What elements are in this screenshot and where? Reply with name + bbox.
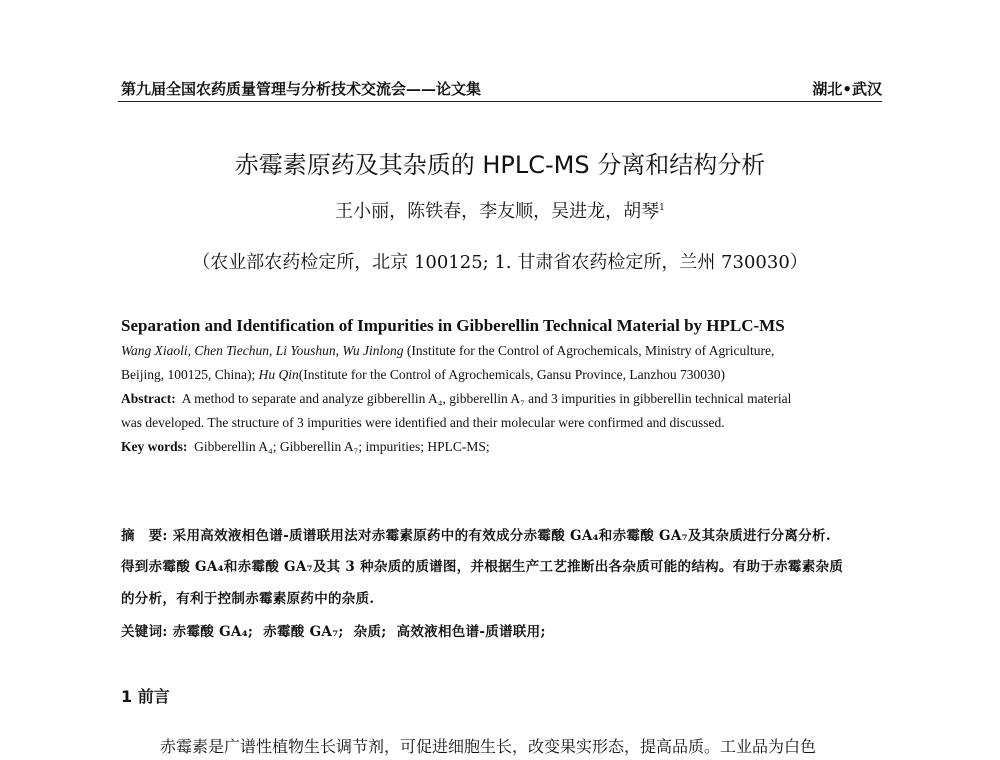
authors-sup: 1 — [659, 203, 665, 213]
affiliation: （农业部农药检定所，北京 100125; 1. 甘肃省农药检定所，兰州 730030） — [192, 252, 808, 273]
chinese-keywords-label: 关键词: — [121, 624, 168, 640]
chinese-abstract-text: 采用高效液相色谱-质谱联用法对赤霉素原药中的有效成分赤霉酸 GA₄和赤霉酸 GA₇及其杂质进行分离分析. — [167, 528, 831, 544]
paper-title: 赤霉素原药及其杂质的 HPLC-MS 分离和结构分析 — [234, 151, 766, 179]
chinese-keywords — [121, 620, 546, 640]
keywords-label: Key words: — [121, 439, 188, 454]
english-affiliation-2: (Institute for the Control of Agrochemicals, Gansu Province, Lanzhou 730030) — [298, 367, 726, 382]
english-keywords — [121, 439, 490, 455]
english-affiliation-1: (Institute for the Control of Agrochemicals, Ministry of Agriculture, — [403, 343, 775, 358]
section-heading: 1 前言 — [121, 687, 170, 706]
authors — [0, 197, 1000, 223]
english-authors-line1 — [121, 343, 774, 359]
english-abstract-line1 — [121, 391, 791, 407]
chinese-abstract-line3: 的分析，有利于控制赤霉素原药中的杂质. — [121, 591, 375, 607]
english-authors-line2 — [121, 367, 725, 383]
header-rule — [118, 101, 882, 102]
english-title: Separation and Identification of Impurities in Gibberellin Technical Material by HPLC-MS — [121, 316, 785, 335]
chinese-abstract-label: 摘 要: — [121, 528, 168, 544]
english-abstract-line2: was developed. The structure of 3 impurities were identified and their molecular were confirmed and discussed. — [121, 415, 725, 430]
running-header-right: 湖北•武汉 — [812, 80, 882, 98]
chinese-keywords-text: 赤霉酸 GA₄; 赤霉酸 GA₇; 杂质; 高效液相色谱-质谱联用; — [167, 624, 546, 640]
chinese-abstract-line1 — [121, 524, 831, 544]
running-header-left: 第九届全国农药质量管理与分析技术交流会——论文集 — [121, 80, 482, 98]
english-author-2: Hu Qin — [258, 367, 299, 382]
keywords-text: Gibberellin A₄; Gibberellin A₇; impurities; HPLC-MS; — [187, 439, 490, 454]
body-paragraph: 赤霉素是广谱性植物生长调节剂，可促进细胞生长，改变果实形态，提高品质。工业品为白色 — [160, 737, 817, 756]
abstract-text: A method to separate and analyze gibberellin A₄, gibberellin A₇ and 3 impurities in gibberellin technical material — [175, 391, 792, 406]
chinese-abstract-line2: 得到赤霉酸 GA₄和赤霉酸 GA₇及其 3 种杂质的质谱图，并根据生产工艺推断出各杂质可能的结构。有助于赤霉素杂质 — [121, 559, 844, 575]
english-authors: Wang Xiaoli, Chen Tiechun, Li Youshun, Wu Jinlong — [121, 343, 404, 358]
abstract-label: Abstract: — [121, 391, 176, 406]
authors-names: 王小丽，陈铁春，李友顺，吴进龙，胡琴 — [335, 201, 660, 222]
english-affiliation-1b: Beijing, 100125, China); — [121, 367, 259, 382]
